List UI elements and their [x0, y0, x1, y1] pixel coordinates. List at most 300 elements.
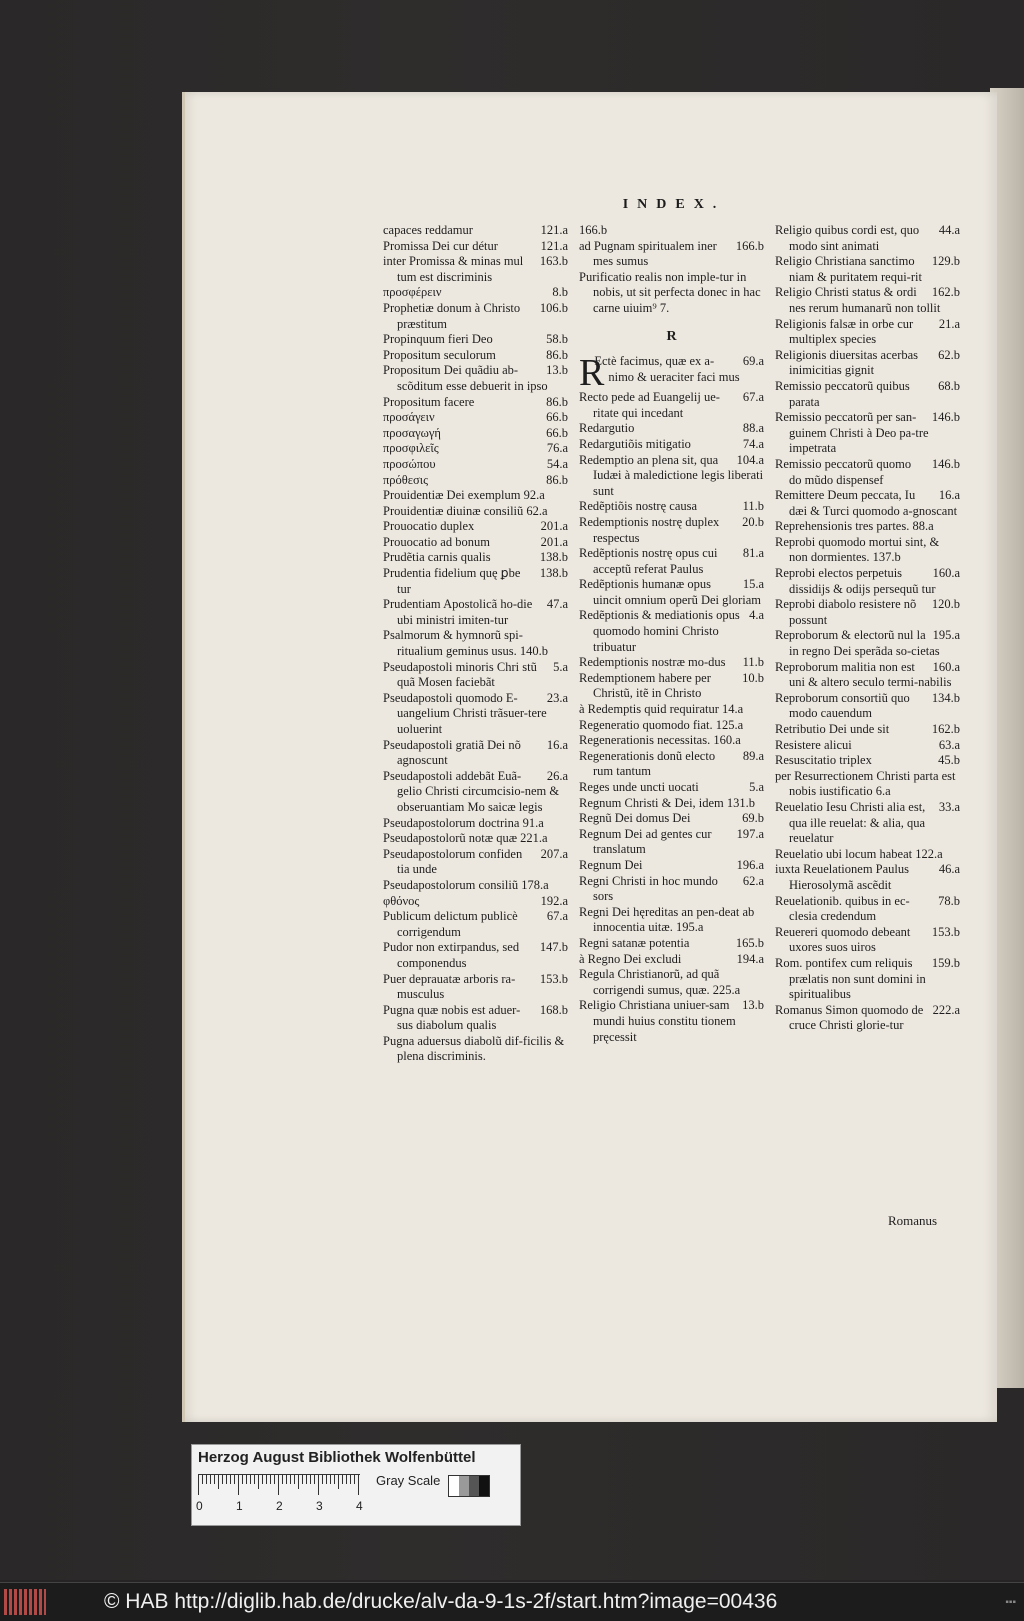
- index-entry-ref: 63.a: [938, 737, 960, 752]
- ruler-tick: [206, 1475, 207, 1484]
- index-entry: [579, 702, 764, 718]
- index-entry-text: Retributio Dei unde sit: [775, 722, 890, 736]
- index-entry: [383, 488, 568, 504]
- index-entry-ref: 33.a: [938, 799, 960, 814]
- ruler-tick: [338, 1475, 339, 1489]
- index-entry-ref: 16.a: [546, 737, 568, 752]
- index-entry: [383, 239, 568, 255]
- index-entry-ref: 194.a: [736, 951, 764, 966]
- index-entry-ref: 147.b: [539, 940, 568, 955]
- index-entry-text: Redẽptiõis nostrę causa: [579, 499, 698, 514]
- index-entry-text: Remittere Deum peccata, Iu dæi & Turci quomodo a-gnoscant: [775, 488, 958, 518]
- index-entry-ref: 86.b: [546, 347, 568, 362]
- ruler-tick: [286, 1475, 287, 1484]
- index-entry: [775, 628, 960, 659]
- index-entry-ref: 26.a: [546, 768, 568, 783]
- ruler-tick: [226, 1475, 227, 1484]
- index-entry-ref: 89.a: [742, 748, 764, 763]
- index-entry: [383, 426, 568, 442]
- index-entry: [383, 519, 568, 535]
- index-entry-ref: 168.b: [539, 1002, 568, 1017]
- ruler-number: 1: [236, 1499, 243, 1513]
- index-entry-text: Prudẽtia carnis qualis: [383, 550, 491, 565]
- index-entry-ref: 23.a: [546, 690, 568, 705]
- index-entry-text: Redemptio an plena sit, qua Iudæi à maledictione legis liberati sunt: [579, 452, 764, 498]
- index-entry-ref: 162.b: [931, 722, 960, 736]
- index-entry: [579, 811, 764, 827]
- ruler-tick: [242, 1475, 243, 1484]
- index-entry-text: Pseudapostolorum consiliũ 178.a: [383, 877, 549, 892]
- index-entry: [383, 738, 568, 769]
- gray-swatch: [479, 1476, 489, 1496]
- ruler-tick: [302, 1475, 303, 1484]
- index-entry-ref: 78.b: [938, 893, 960, 908]
- gray-swatch: [449, 1476, 459, 1496]
- index-entry: [775, 317, 960, 348]
- index-entry-ref: 86.b: [546, 472, 568, 487]
- index-entry-text: Psalmorum & hymnorũ spi-ritualium geminus usus. 140.b: [383, 628, 549, 659]
- ruler-tick: [214, 1475, 215, 1484]
- index-entry-text: Pugna quæ nobis est aduer-sus diabolum qualis: [383, 1002, 521, 1033]
- ruler-tick: [238, 1475, 239, 1495]
- index-entry-ref: 106.b: [539, 300, 568, 315]
- index-entry-text: Reprobi quomodo mortui sint, & non dormientes. 137.b: [775, 534, 940, 565]
- index-entry-ref: 67.a: [742, 390, 764, 405]
- index-entry-ref: 69.a: [742, 354, 764, 369]
- index-entry: [579, 352, 764, 395]
- index-entry-text: Reprobi electos perpetuis dissidijs & odijs persequũ tur: [775, 566, 936, 596]
- index-entry-text: προσφιλεῖς: [383, 441, 439, 456]
- index-entry-ref: 13.b: [742, 998, 764, 1013]
- index-entry-text: inter Promissa & minas mul tum est discriminis: [383, 254, 524, 284]
- index-entry-ref: 166.b: [735, 238, 764, 253]
- index-entry: [383, 301, 568, 332]
- index-entry: [383, 972, 568, 1003]
- index-entry-text: Pseudapostolorũ notæ quæ 221.a: [383, 831, 548, 846]
- index-entry-ref: 165.b: [735, 935, 764, 950]
- index-entry: [775, 862, 960, 893]
- index-entry-text: Recto pede ad Euangelij ue-ritate qui incedant: [579, 390, 720, 420]
- index-entry: [579, 967, 764, 998]
- ruler-tick: [322, 1475, 323, 1484]
- index-entry-text: Reuelationib. quibus in ec-clesia credendum: [775, 893, 910, 924]
- index-entry-ref: 162.b: [931, 285, 960, 300]
- index-entry-ref: 44.a: [938, 223, 960, 237]
- index-entry: [579, 515, 764, 546]
- index-entry-text: Publicum delictum publicè corrigendum: [383, 909, 518, 939]
- index-entry-text: προσφέρειν: [383, 285, 442, 300]
- index-entry-text: Redargutio: [579, 421, 635, 436]
- library-color-bar: [191, 1444, 521, 1526]
- index-entry-text: Propositum Dei quãdiu ab-scõditum esse debuerit in ipso: [383, 363, 548, 393]
- index-entry-ref: 196.a: [736, 857, 764, 872]
- index-entry: [579, 437, 764, 453]
- index-entry: [383, 473, 568, 489]
- index-entry-ref: 20.b: [742, 514, 764, 529]
- index-entry-text: Propositum facere: [383, 394, 475, 409]
- index-entry-text: Reuelatio Iesu Christi alia est, qua ille reuelat: & alia, qua reuelatur: [775, 799, 926, 846]
- index-entry-text: Religio Christiana sanctimo niam & puritatem requi-rit: [775, 254, 922, 284]
- index-entry-text: Pseudapostolorum doctrina 91.a: [383, 815, 544, 830]
- index-entry: [775, 894, 960, 925]
- index-entry-ref: 104.a: [736, 452, 764, 467]
- index-entry-text: Redemptionis nostrę duplex respectus: [579, 514, 720, 545]
- index-entry-text: Redẽptionis humanæ opus uincit omnium operũ Dei gloriam: [579, 577, 762, 607]
- index-entry-text: Regeneratio quomodo fiat. 125.a: [579, 717, 744, 732]
- index-entry-ref: 62.b: [938, 347, 960, 362]
- index-entry-ref: 74.a: [742, 436, 764, 451]
- ruler-tick: [274, 1475, 275, 1484]
- index-entry-text: Redargutiõis mitigatio: [579, 436, 691, 451]
- index-entry: [579, 453, 764, 500]
- index-entry-text: Pseudapostoli quomodo E-uangelium Christi trãsuer-tere uoluerint: [383, 690, 547, 736]
- ruler-tick: [326, 1475, 327, 1484]
- index-entry: [383, 878, 568, 894]
- index-entry-text: Regnum Dei: [579, 857, 643, 872]
- index-entry-ref: 153.b: [931, 924, 960, 939]
- ruler-tick: [306, 1475, 307, 1484]
- index-entry-ref: 16.a: [938, 488, 960, 503]
- running-head: INDEX.: [622, 197, 726, 212]
- index-entry-ref: 47.a: [546, 597, 568, 612]
- index-entry: [383, 691, 568, 738]
- ruler-tick: [262, 1475, 263, 1484]
- index-entry: [579, 874, 764, 905]
- index-entry-text: Prouidentiæ diuinæ consiliũ 62.a: [383, 503, 548, 518]
- index-entry-ref: 201.a: [540, 519, 568, 534]
- index-entry-text: φθόνος: [383, 893, 420, 908]
- index-entry-ref: 62.a: [742, 873, 764, 888]
- index-entry-text: Romanus Simon quomodo de cruce Christi glorie-tur: [775, 1002, 924, 1033]
- index-entry-text: Pseudapostoli gratiã Dei nõ agnoscunt: [383, 737, 521, 768]
- index-entry: [775, 535, 960, 566]
- index-entry: [579, 780, 764, 796]
- index-entry: [383, 831, 568, 847]
- index-entry-ref: 5.a: [553, 659, 568, 674]
- index-entry: [579, 952, 764, 968]
- ruler-tick: [266, 1475, 267, 1484]
- index-entry: [579, 858, 764, 874]
- index-entry-text: Redemptionis nostræ mo-dus: [579, 655, 726, 670]
- index-entry: [383, 410, 568, 426]
- index-entry-text: Regni satanæ potentia: [579, 935, 690, 950]
- index-entry-ref: 222.a: [932, 1002, 960, 1017]
- catchword: Romanus: [888, 1213, 938, 1228]
- index-entry: [775, 597, 960, 628]
- index-entry: [383, 769, 568, 816]
- index-entry-ref: 129.b: [931, 254, 960, 269]
- index-entry: [579, 546, 764, 577]
- index-entry: [775, 410, 960, 457]
- index-entry-text: Remissio peccatorũ quomo do mũdo dispensef: [775, 456, 912, 487]
- gray-scale-swatches: [448, 1475, 490, 1497]
- index-entry-text: Pseudapostoli minoris Chri stũ quã Mosen faciebãt: [383, 659, 537, 690]
- index-entry-text: Propositum seculorum: [383, 347, 496, 362]
- index-entry: [383, 363, 568, 394]
- ruler-tick: [298, 1475, 299, 1489]
- index-entry-text: Religionis diuersitas acerbas inimicitias gignit: [775, 347, 919, 378]
- gray-swatch: [469, 1476, 479, 1496]
- ruler-tick: [250, 1475, 251, 1484]
- index-entry: [579, 796, 764, 812]
- index-column-1: [383, 223, 568, 1065]
- index-column-3: [775, 223, 960, 1034]
- index-entry-text: Remissio peccatorũ per san-guinem Christi à Deo pa-tre impetrata: [775, 410, 929, 456]
- index-entry-text: 166.b: [579, 223, 608, 237]
- index-entry-text: Reproborum & electorũ nul la in regno Dei sperãda so-cietas: [775, 628, 940, 659]
- index-entry: [579, 577, 764, 608]
- index-entry: [775, 847, 960, 863]
- ruler-tick: [234, 1475, 235, 1484]
- index-entry: [579, 655, 764, 671]
- index-entry-ref: 11.b: [742, 499, 764, 514]
- ruler-number: 3: [316, 1499, 323, 1513]
- index-entry: [775, 738, 960, 754]
- index-entry-text: Puer deprauatæ arboris ra-musculus: [383, 971, 516, 1002]
- index-entry-ref: 46.a: [938, 862, 960, 877]
- index-entry: [775, 753, 960, 769]
- letter-heading: R: [666, 328, 677, 344]
- footer-dots: ▪▪▪: [1005, 1597, 1016, 1608]
- index-entry-ref: 197.a: [736, 826, 764, 841]
- ruler-tick: [222, 1475, 223, 1484]
- index-entry: [383, 847, 568, 878]
- index-entry-ref: 146.b: [931, 410, 960, 425]
- index-entry: [383, 566, 568, 597]
- index-entry-text: Regula Christianorũ, ad quã corrigendi sumus, quæ. 225.a: [579, 967, 741, 997]
- index-entry-ref: 81.a: [742, 546, 764, 561]
- index-entry: [579, 749, 764, 780]
- ruler-tick: [198, 1475, 199, 1495]
- index-entry-ref: 10.b: [742, 670, 764, 685]
- index-entry-text: Promissa Dei cur détur: [383, 238, 498, 253]
- index-entry: [579, 421, 764, 437]
- index-entry-ref: 207.a: [540, 846, 568, 861]
- index-entry-text: Regnũ Dei domus Dei: [579, 811, 691, 826]
- index-entry: [775, 488, 960, 519]
- ruler-tick: [290, 1475, 291, 1484]
- index-entry-ref: 76.a: [546, 441, 568, 456]
- index-entry: [383, 550, 568, 566]
- index-entry: [579, 827, 764, 858]
- index-entry: [775, 254, 960, 285]
- index-entry-text: Regnum Dei ad gentes cur translatum: [579, 826, 712, 857]
- index-entry-text: Ectè facimus, quæ ex a-nimo & ueraciter faci mus: [594, 354, 740, 384]
- index-entry-text: πρόθεσις: [383, 472, 429, 487]
- index-entry-ref: 8.b: [552, 285, 568, 300]
- ruler-tick: [318, 1475, 319, 1495]
- index-entry: [383, 1034, 568, 1065]
- index-entry-ref: 195.a: [932, 628, 960, 643]
- index-entry-text: Prouocatio duplex: [383, 519, 475, 534]
- ruler-number: 4: [356, 1499, 363, 1513]
- index-entry-text: Prudentiam Apostolicã ho-die ubi ministri imiten-tur: [383, 597, 533, 627]
- index-entry-text: Resistere alicui: [775, 737, 852, 752]
- index-entry-text: Pugna aduersus diabolũ dif-ficilis & plena discriminis.: [383, 1033, 565, 1064]
- ruler-tick: [334, 1475, 335, 1484]
- index-entry-ref: 153.b: [539, 971, 568, 986]
- index-entry: [579, 608, 764, 655]
- index-entry-text: Pseudapostoli addebãt Euã-gelio Christi circumcisio-nem & obseruantiam Mo saicæ legis: [383, 768, 560, 814]
- index-entry: [579, 239, 764, 270]
- index-entry: [579, 936, 764, 952]
- index-entry-ref: 201.a: [540, 534, 568, 549]
- index-entry: [383, 332, 568, 348]
- index-entry-ref: 21.a: [938, 316, 960, 331]
- ruler-tick: [254, 1475, 255, 1484]
- ruler-tick: [246, 1475, 247, 1484]
- ruler-tick: [342, 1475, 343, 1484]
- index-entry-ref: 160.a: [932, 566, 960, 581]
- ruler-tick: [230, 1475, 231, 1484]
- index-entry-ref: 15.a: [742, 577, 764, 592]
- index-entry-ref: 4.a: [749, 608, 764, 623]
- index-entry: [775, 379, 960, 410]
- index-entry: [383, 457, 568, 473]
- index-entry: [383, 909, 568, 940]
- index-entry-ref: 66.b: [546, 410, 568, 425]
- gray-swatch: [459, 1476, 469, 1496]
- ruler-tick: [310, 1475, 311, 1484]
- index-entry-ref: 86.b: [546, 394, 568, 409]
- index-entry-text: προσάγειν: [383, 410, 435, 425]
- index-entry-text: Propinquum fieri Deo: [383, 332, 493, 347]
- gray-scale-label: Gray Scale: [376, 1473, 441, 1488]
- index-entry-text: Reproborum consortiũ quo modo cauendum: [775, 690, 910, 721]
- library-name: Herzog August Bibliothek Wolfenbüttel: [198, 1449, 476, 1466]
- index-entry: [579, 499, 764, 515]
- index-entry-text: Reprobi diabolo resistere nõ possunt: [775, 597, 917, 627]
- index-entry: [383, 894, 568, 910]
- index-entry-text: ad Pugnam spiritualem iner mes sumus: [579, 238, 717, 269]
- index-entry-text: à Regno Dei excludi: [579, 951, 682, 966]
- index-entry-ref: 68.b: [938, 378, 960, 393]
- index-entry-text: Pseudapostolorum confiden tia unde: [383, 846, 523, 877]
- index-entry: [775, 925, 960, 956]
- index-entry-text: Religio quibus cordi est, quo modo sint animati: [775, 223, 920, 253]
- ruler-tick: [218, 1475, 219, 1489]
- source-url[interactable]: © HAB http://diglib.hab.de/drucke/alv-da-9-1s-2f/start.htm?image=00436: [104, 1590, 778, 1613]
- index-entry: [383, 940, 568, 971]
- index-entry-text: à Redemptis quid requiratur 14.a: [579, 702, 744, 717]
- index-entry-ref: 54.a: [546, 456, 568, 471]
- index-entry-ref: 159.b: [931, 955, 960, 970]
- ruler-tick: [258, 1475, 259, 1489]
- index-entry-ref: 58.b: [546, 332, 568, 347]
- ruler-tick: [330, 1475, 331, 1484]
- ruler-tick: [350, 1475, 351, 1484]
- ruler-number: 0: [196, 1499, 203, 1513]
- index-entry-text: Redẽptionis nostrę opus cui acceptũ referat Paulus: [579, 546, 718, 576]
- index-entry-text: Prudentia fidelium quę ꝑbe tur: [383, 566, 521, 596]
- index-entry-text: Prouidentiæ Dei exemplum 92.a: [383, 488, 545, 503]
- hab-logo-icon: [4, 1589, 46, 1615]
- drop-cap: R: [579, 352, 605, 395]
- index-entry: [383, 660, 568, 691]
- ruler-tick: [358, 1475, 359, 1495]
- index-entry-ref: 69.b: [742, 811, 764, 826]
- ruler-tick: [210, 1475, 211, 1484]
- index-entry: [579, 998, 764, 1045]
- index-entry-ref: 5.a: [749, 780, 764, 794]
- index-entry-text: per Resurrectionem Christi parta est nobis iustificatio 6.a: [775, 768, 956, 799]
- index-entry-text: Remissio peccatorũ quibus parata: [775, 378, 910, 409]
- index-entry: [383, 504, 568, 520]
- ruler-tick: [294, 1475, 295, 1484]
- index-entry: [383, 348, 568, 364]
- index-entry: [775, 285, 960, 316]
- index-entry-text: Pudor non extirpandus, sed componendus: [383, 940, 520, 970]
- index-entry-ref: 45.b: [938, 753, 960, 768]
- index-entry: [383, 285, 568, 301]
- index-entry-text: Regni Dei hęreditas an pen-deat ab innocentia uitæ. 195.a: [579, 904, 755, 935]
- ruler-tick: [314, 1475, 315, 1484]
- index-entry: [775, 956, 960, 1003]
- index-entry: [383, 223, 568, 239]
- index-entry: [383, 628, 568, 659]
- index-entry-text: Rom. pontifex cum reliquis prælatis non sunt domini in spiritualibus: [775, 955, 926, 1002]
- index-entry-ref: 163.b: [539, 254, 568, 269]
- index-entry-text: Regnum Christi & Dei, idem 131.b: [579, 795, 756, 810]
- index-entry-text: Regenerationis donũ electo rum tantum: [579, 748, 716, 779]
- index-entry: [775, 348, 960, 379]
- index-entry-text: Regenerationis necessitas. 160.a: [579, 733, 741, 748]
- index-entry: [775, 660, 960, 691]
- index-entry-text: capaces reddamur: [383, 223, 473, 237]
- index-entry: [383, 395, 568, 411]
- index-entry-text: Reuelatio ubi locum habeat 122.a: [775, 846, 943, 861]
- index-entry-text: Redemptionem habere per Christũ, itẽ in Christo: [579, 670, 711, 701]
- index-entry: [383, 254, 568, 285]
- index-entry-text: Reprehensionis tres partes. 88.a: [775, 519, 934, 534]
- index-entry-text: iuxta Reuelationem Paulus Hierosolymã ascẽdit: [775, 862, 910, 892]
- ruler-tick: [346, 1475, 347, 1484]
- index-entry-ref: 120.b: [931, 597, 960, 612]
- index-entry: [579, 671, 764, 702]
- index-entry: [775, 691, 960, 722]
- ruler-tick: [278, 1475, 279, 1495]
- index-entry-ref: 67.a: [546, 909, 568, 924]
- index-entry-ref: 66.b: [546, 425, 568, 440]
- index-entry-text: Resuscitatio triplex: [775, 753, 872, 768]
- index-entry: [775, 1003, 960, 1034]
- index-entry-ref: 134.b: [931, 690, 960, 705]
- index-entry-ref: 160.a: [932, 659, 960, 674]
- index-entry: [383, 441, 568, 457]
- index-entry-text: Redẽptionis & mediationis opus quomodo homini Christo tribuatur: [579, 608, 740, 654]
- index-entry-text: Reproborum malitia non est uni & altero seculo termi-nabilis: [775, 659, 952, 690]
- index-entry: [579, 718, 764, 734]
- index-entry-text: προσαγωγή: [383, 425, 441, 440]
- index-entry-text: Reuereri quomodo debeant uxores suos uiros: [775, 924, 911, 955]
- index-entry: [775, 566, 960, 597]
- index-entry-ref: 88.a: [742, 421, 764, 436]
- index-entry-text: Religio Christiana uniuer-sam mundi huius constitu tionem pręcessit: [579, 998, 736, 1044]
- index-entry: [775, 519, 960, 535]
- index-entry-ref: 13.b: [546, 363, 568, 378]
- index-entry: [383, 816, 568, 832]
- index-entry-ref: 138.b: [539, 550, 568, 565]
- index-entry: [579, 390, 764, 421]
- index-entry: [579, 733, 764, 749]
- index-entry-ref: 146.b: [931, 456, 960, 471]
- index-entry: [579, 223, 764, 239]
- index-entry-text: Reges unde uncti uocati: [579, 780, 699, 794]
- index-entry-text: Regni Christi in hoc mundo sors: [579, 873, 718, 904]
- index-entry-text: Religionis falsæ in orbe cur multiplex species: [775, 316, 914, 347]
- index-entry-ref: 121.a: [540, 223, 568, 237]
- scale-ruler: [198, 1474, 360, 1497]
